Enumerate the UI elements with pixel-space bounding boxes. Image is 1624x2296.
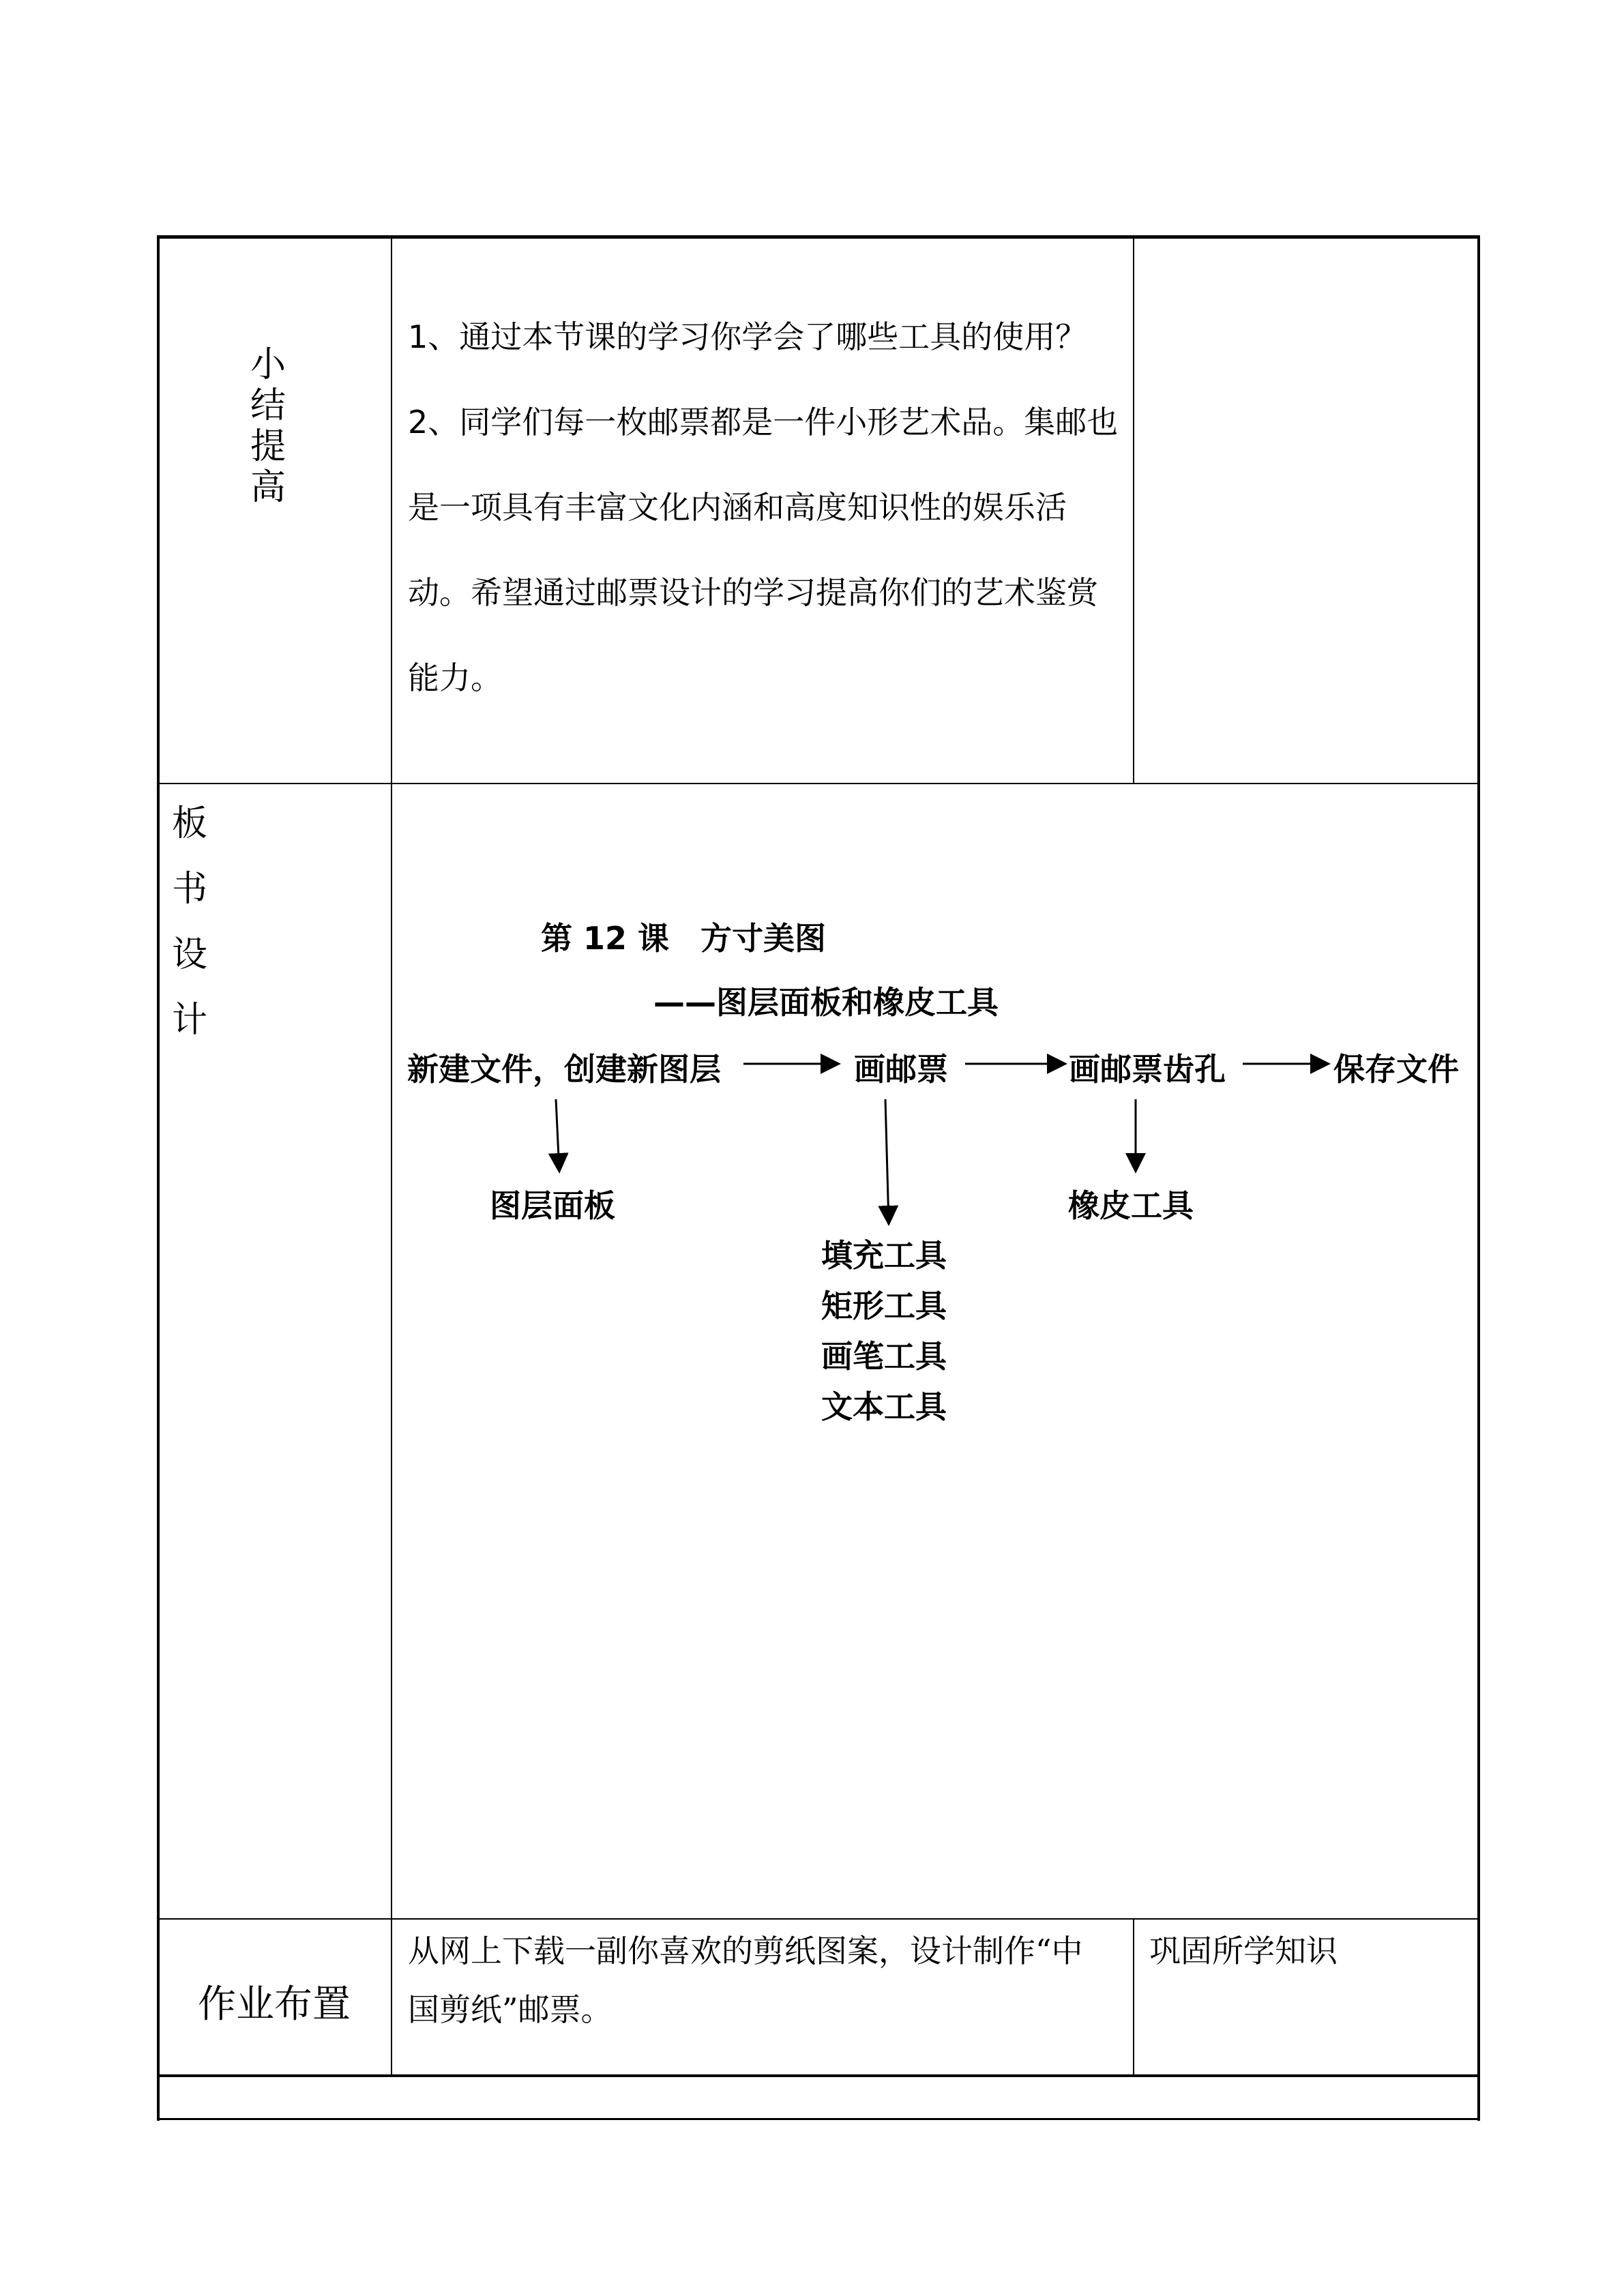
summary-label-char-3: 提 (250, 426, 286, 467)
summary-item-2: 2、同学们每一枚邮票都是一件小形艺术品。集邮也是一项具有丰富文化内涵和高度知识性的娱乐活动。希望通过邮票设计的学习提高你们的艺术鉴赏能力。 (408, 404, 1119, 696)
homework-purpose: 巩固所学知识 (1149, 1933, 1338, 1969)
branch-layers-panel: 图层面板 (490, 1187, 615, 1224)
arrow-step1-to-layers (556, 1099, 559, 1172)
branch-tool-rect: 矩形工具 (821, 1287, 947, 1324)
board-label-char-2: 书 (172, 869, 208, 910)
branch-tool-fill: 填充工具 (821, 1237, 947, 1274)
summary-item-1: 1、通过本节课的学习你学会了哪些工具的使用？ (408, 318, 1087, 355)
board-label-char-3: 设 (172, 934, 208, 975)
flow-step-4: 保存文件 (1333, 1051, 1459, 1088)
summary-label-char-2: 结 (250, 385, 286, 426)
arrow-step2-to-tools (885, 1099, 889, 1224)
branch-eraser: 橡皮工具 (1068, 1187, 1194, 1224)
summary-label-char-4: 高 (250, 467, 286, 508)
summary-label-char-1: 小 (250, 344, 286, 385)
board-label-char-1: 板 (172, 803, 208, 844)
board-subtitle: ——图层面板和橡皮工具 (653, 984, 999, 1021)
board-title: 第 12 课 方寸美图 (541, 920, 827, 957)
flow-step-2: 画邮票 (854, 1051, 948, 1088)
homework-label: 作业布置 (198, 1982, 351, 2027)
homework-content: 从网上下载一副你喜欢的剪纸图案，设计制作“中国剪纸”邮票。 (408, 1933, 1083, 2028)
board-label-char-4: 计 (172, 1000, 208, 1041)
flow-step-3: 画邮票齿孔 (1069, 1051, 1226, 1088)
branch-tool-brush: 画笔工具 (821, 1338, 947, 1375)
flow-step-1: 新建文件，创建新图层 (407, 1051, 721, 1088)
branch-tool-text: 文本工具 (821, 1388, 947, 1425)
